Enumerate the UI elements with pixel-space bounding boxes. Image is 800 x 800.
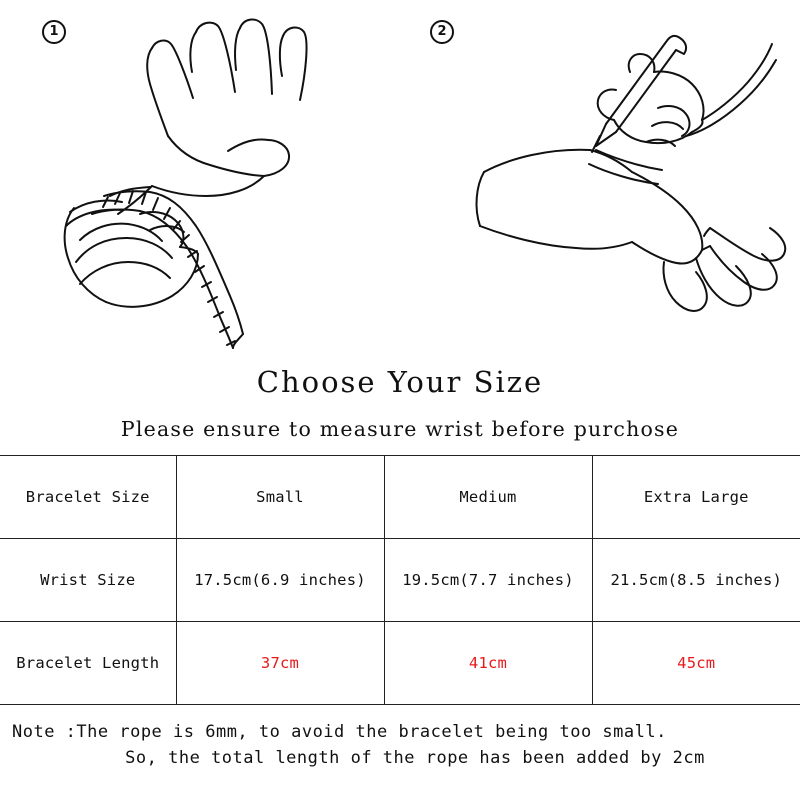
row-header-bracelet-length: Bracelet Length [0, 622, 176, 705]
cell-length-small: 37cm [176, 622, 384, 705]
note-line-1: Note :The rope is 6mm, to avoid the bracelet being too small. [12, 722, 667, 742]
hand-with-pen-drawing [400, 0, 800, 355]
table-row [0, 622, 800, 705]
cell-length-extra-large: 45cm [592, 622, 800, 705]
illustration-area [0, 0, 800, 355]
cell-wrist-medium: 19.5cm(7.7 inches) [384, 539, 592, 622]
step-2-number: 2 [437, 24, 447, 39]
illustration-measuring-tape [0, 0, 400, 355]
cell-wrist-small: 17.5cm(6.9 inches) [176, 539, 384, 622]
table-row [0, 456, 800, 539]
step-1-number: 1 [49, 24, 59, 39]
table-row [0, 539, 800, 622]
cell-size-medium: Medium [384, 456, 592, 539]
note-line-2: So, the total length of the rope has been added by 2cm [125, 748, 705, 769]
size-table [0, 455, 800, 705]
illustration-pen-marking [400, 0, 800, 355]
cell-size-small: Small [176, 456, 384, 539]
cell-length-medium: 41cm [384, 622, 592, 705]
hand-with-tape-drawing [0, 0, 400, 355]
page-subtitle: Please ensure to measure wrist before purchose [120, 417, 680, 441]
row-header-bracelet-size: Bracelet Size [0, 456, 176, 539]
note-block [0, 719, 800, 772]
row-header-wrist-size: Wrist Size [0, 539, 176, 622]
cell-wrist-extra-large: 21.5cm(8.5 inches) [592, 539, 800, 622]
cell-size-extra-large: Extra Large [592, 456, 800, 539]
page-title: Choose Your Size [256, 365, 544, 399]
